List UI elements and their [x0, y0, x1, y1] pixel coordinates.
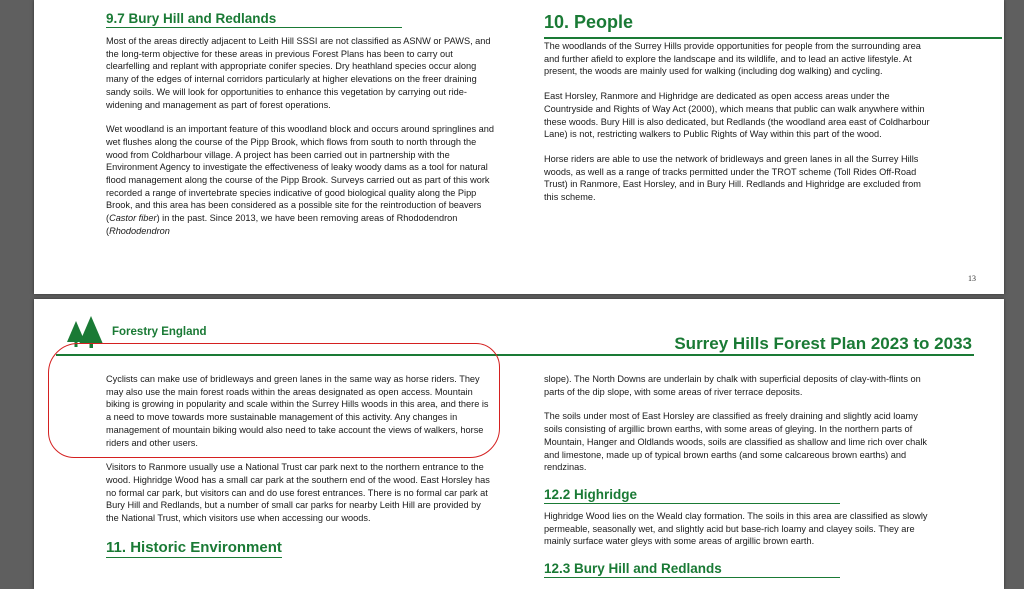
document-page-14: [34, 299, 1004, 589]
section-heading-bury-hill-redlands: 12.3 Bury Hill and Redlands: [544, 561, 840, 578]
section-heading-bury-hill-redlands: 9.7 Bury Hill and Redlands: [106, 11, 402, 28]
paragraph: Wet woodland is an important feature of this woodland block and occurs around springlines and wet flushes along the course of the Pipp Brook, which flows from south to north through the wood from Coldharbour village. A project has been carried out in partnership with the Environment Agency to investigate the effectiveness of leaky woody dams as a tool for natural flood management along the course of the Pipp Brook. Surveys carried out as part of this work recorded a range of invertebrate species indicative of good biological quality along the Pipp Brook, and this area has been considered as a possible site for the reintroduction of beavers (Castor fiber) in the past. Since 2013, we have been removing areas of Rhododendron (Rhododendron: [106, 124, 494, 236]
left-column: [106, 373, 494, 558]
logo-text: Forestry England: [112, 326, 207, 338]
document-page-13: [34, 0, 1004, 294]
right-column: [544, 373, 936, 578]
section-heading-people: 10. People: [544, 12, 634, 32]
section-heading-highridge: 12.2 Highridge: [544, 487, 840, 504]
document-title: Surrey Hills Forest Plan 2023 to 2033: [674, 334, 972, 353]
heading-rule: [544, 37, 1002, 39]
paragraph: The woodlands of the Surrey Hills provide opportunities for people from the surrounding area and further afield to explore the landscape and its wildlife, and to lead an active lifestyle. At present, the woods are mainly used for walking (including dog walking) and cycling.: [544, 41, 921, 77]
forestry-england-logo: [64, 315, 207, 349]
tree-logo-icon: [64, 315, 104, 349]
page-number: 13: [968, 274, 976, 283]
right-column: [544, 12, 934, 216]
paragraph: Visitors to Ranmore usually use a National Trust car park next to the northern entrance to the wood. Highridge Wood has a small car park at the southern end of the wood. East Horsley has no formal car park, but visitors can and do use forest entrances. There is no formal car park at Bury Hill and Redlands, but a number of small car parks for nearby Leith Hill are provided by the National Trust, which visitors use when accessing our woods.: [106, 462, 490, 524]
section-heading-historic-environment: 11. Historic Environment: [106, 538, 282, 556]
paragraph: Highridge Wood lies on the Weald clay formation. The soils in this area are classified as slowly permeable, seasonally wet, and slightly acid but base-rich loamy and clayey soils. They are mainly surface water gleys with some areas of argillic brown earth.: [544, 510, 928, 547]
paragraph: Cyclists can make use of bridleways and green lanes in the same way as horse riders. They may also use the main forest roads within the areas designated as open access. Mountain biking is growing in popularity and scale within the Surrey Hills woods in this area, and there is a need to move towards more sustainable management of this activity. Any changes in management of mountain biking would also need to take account the views of walkers, horse riders and other users.: [106, 374, 489, 448]
header-rule: [56, 354, 974, 356]
left-column: [106, 10, 494, 250]
paragraph: slope). The North Downs are underlain by chalk with superficial deposits of clay-with-flints on parts of the dip slope, with some areas of river terrace deposits.: [544, 374, 921, 397]
paragraph: East Horsley, Ranmore and Highridge are dedicated as open access areas under the Countryside and Rights of Way Act (2000), which means that public can walk anywhere within these woods. Bury Hill is also dedicated, but Redlands (the woodland area east of Coldharbour Lane) is not, restricting walkers to Public Rights of Way within this part of the wood.: [544, 91, 930, 140]
paragraph: The soils under most of East Horsley are classified as freely draining and slightly acid loamy soils consisting of argillic brown earths, with some areas of gleying. In the northern parts of Mountain, Hanger and Oldlands woods, soils are classified as shallow and lime rich over chalk and limestone, made up of typical brown earths (and some calcareous brown earths) and rendzinas.: [544, 411, 928, 473]
paragraph: Most of the areas directly adjacent to Leith Hill SSSI are not classified as ASNW or PAWS, and the long-term objective for these areas in previous Forest Plans has been to carry out clearfelling and replant with appropriate conifer species. Dry heathland species occur along many of the edges of internal corridors particularly at higher elevations on the freer draining sandy soils. We will look for opportunities to enhance this vegetation by carrying out ride-widening and management as part of forest operations.: [106, 36, 491, 110]
paragraph: Horse riders are able to use the network of bridleways and green lanes in all the Surrey Hills woods, as well as a range of tracks permitted under the TROT scheme (Toll Rides Off-Road Trust) in Ranmore, East Horsley, and in Bury Hill. Redlands and Highridge are excluded from this scheme.: [544, 153, 921, 203]
